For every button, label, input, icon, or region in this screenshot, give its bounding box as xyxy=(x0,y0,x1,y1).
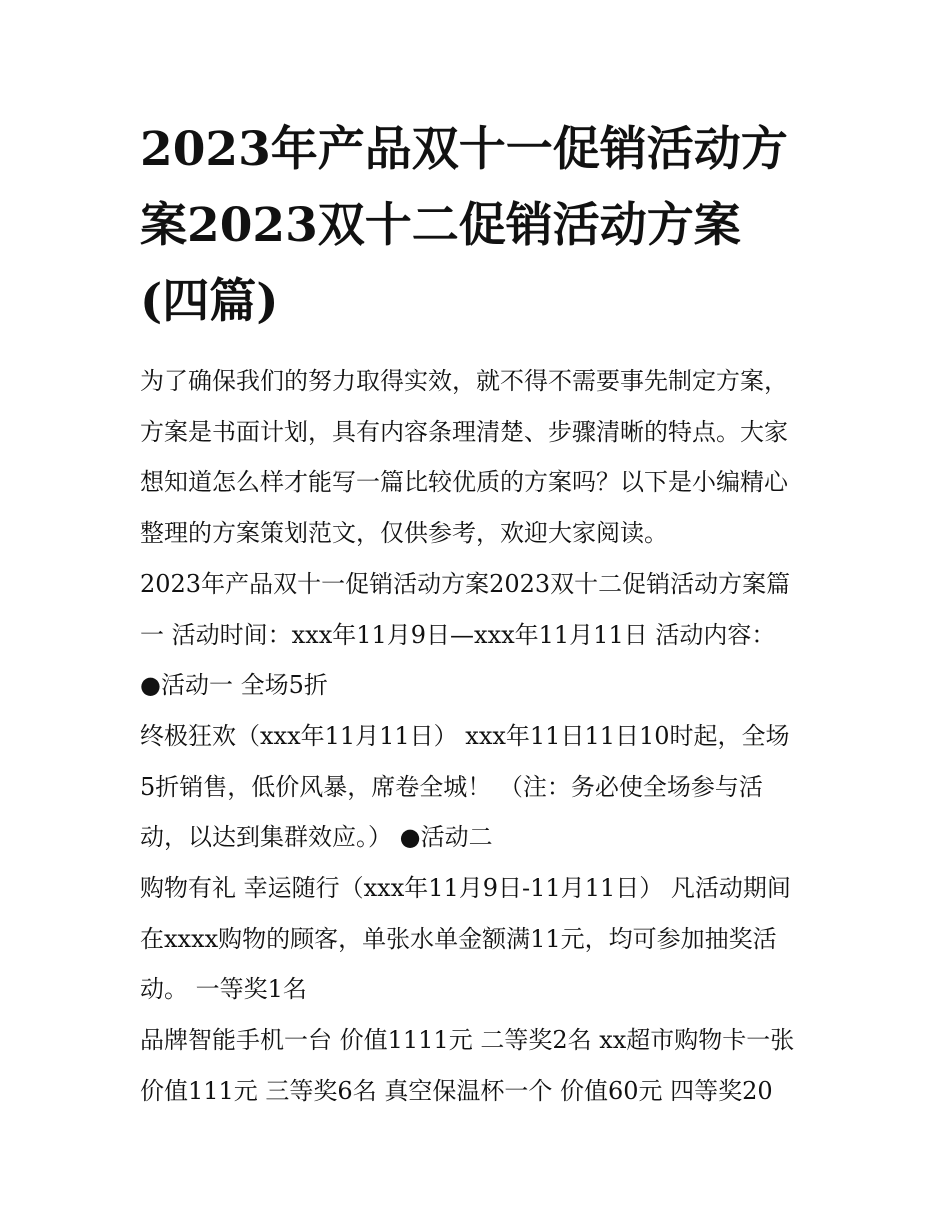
title-line: (四篇) xyxy=(140,274,279,329)
body-line: ●活动一 全场5折 xyxy=(140,671,328,700)
body-line: 动。 一等奖1名 xyxy=(140,975,307,1004)
body-line: 想知道怎么样才能写一篇比较优质的方案吗？以下是小编精心 xyxy=(140,468,788,497)
body-line: 方案是书面计划，具有内容条理清楚、步骤清晰的特点。大家 xyxy=(140,417,788,446)
body-line: 终极狂欢（xxx年11月11日） xxx年11日11日10时起，全场 xyxy=(140,721,790,750)
body-line: 在xxxx购物的顾客，单张水单金额满11元，均可参加抽奖活 xyxy=(140,924,777,953)
body-line: 一 活动时间：xxx年11月9日—xxx年11月11日 活动内容： xyxy=(140,620,776,649)
body-line: 5折销售，低价风暴，席卷全城！ （注：务必使全场参与活 xyxy=(140,772,763,801)
body-line: 动，以达到集群效应。） ●活动二 xyxy=(140,823,493,852)
body-line: 整理的方案策划范文，仅供参考，欢迎大家阅读。 xyxy=(140,519,668,548)
body-line: 为了确保我们的努力取得实效，就不得不需要事先制定方案， xyxy=(140,367,788,395)
body-line: 2023年产品双十一促销活动方案2023双十二促销活动方案篇 xyxy=(140,569,791,598)
title-line: 2023年产品双十一促销活动方 xyxy=(140,122,788,177)
document-body xyxy=(140,356,830,1117)
body-line: 品牌智能手机一台 价值1111元 二等奖2名 xx超市购物卡一张 xyxy=(140,1026,795,1055)
body-line: 价值111元 三等奖6名 真空保温杯一个 价值60元 四等奖20 xyxy=(140,1076,773,1105)
document-title xyxy=(140,112,820,340)
title-line: 案2023双十二促销活动方案 xyxy=(140,198,741,253)
body-line: 购物有礼 幸运随行（xxx年11月9日-11月11日） 凡活动期间 xyxy=(140,874,791,903)
